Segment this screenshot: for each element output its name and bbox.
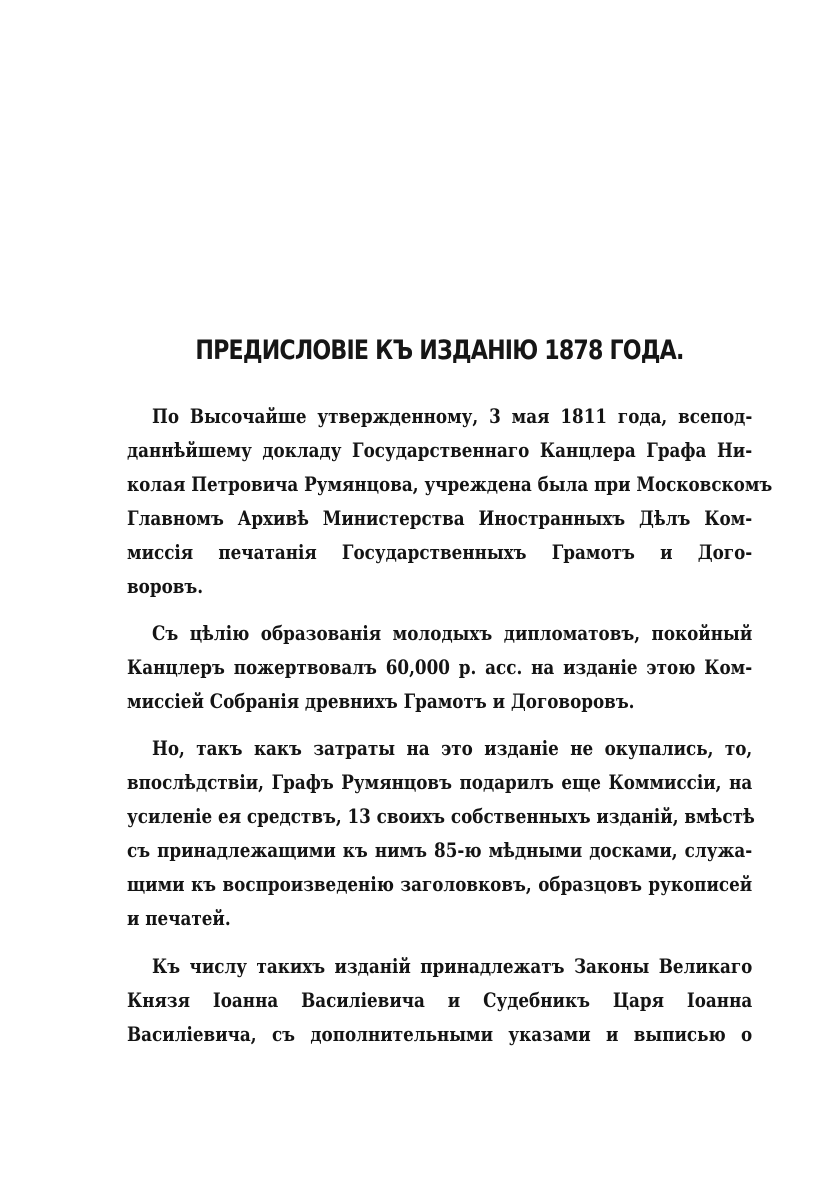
paragraph-3-line-1: Но, такъ какъ затраты на это изданіе не окупались, то, [152,737,753,760]
paragraph-2-line-2: Канцлеръ пожертвовалъ 60,000 р. асс. на изданіе этою Ком- [127,656,753,679]
paragraph-3-line-6: и печатей. [127,907,231,930]
paragraph-3-line-5: щими къ воспроизведенію заголовковъ, образцовъ рукописей [127,873,753,896]
paragraph-2-line-3: миссіей Собранія древнихъ Грамотъ и Договоровъ. [127,690,635,713]
paragraph-4-line-3: Василіевича, съ дополнительными указами и выписью о [127,1023,753,1046]
paragraph-1-line-1: По Высочайше утвержденному, 3 мая 1811 года, всепод- [152,405,753,428]
paragraph-1-line-3: колая Петровича Румянцова, учреждена была при Московскомъ [127,473,773,496]
paragraph-4-line-2: Князя Іоанна Василіевича и Судебникъ Царя Іоанна [127,989,753,1012]
paragraph-1-line-2: даннѣйшему докладу Государственнаго Канцлера Графа Ни- [127,439,753,462]
paragraph-1-line-4: Главномъ Архивѣ Министерства Иностранныхъ Дѣлъ Ком- [127,507,753,530]
paragraph-3-line-4: съ принадлежащими къ нимъ 85-ю мѣдными досками, служа- [127,839,753,862]
paragraph-3-line-2: впослѣдствіи, Графъ Румянцовъ подарилъ еще Коммиссіи, на [127,771,753,794]
paragraph-4-line-1: Къ числу такихъ изданій принадлежатъ Законы Великаго [152,955,753,978]
paragraph-2-line-1: Съ цѣлію образованія молодыхъ дипломатовъ, покойный [152,622,753,645]
paragraph-1-line-6: воровъ. [127,575,204,598]
paragraph-1-line-5: миссія печатанія Государственныхъ Грамотъ и Дого- [127,541,753,564]
paragraph-3-line-3: усиленіе ея средствъ, 13 своихъ собственныхъ изданій, вмѣстѣ [127,805,755,828]
page-title: ПРЕДИСЛОВІЕ КЪ ИЗДАНІЮ 1878 ГОДА. [195,335,684,366]
